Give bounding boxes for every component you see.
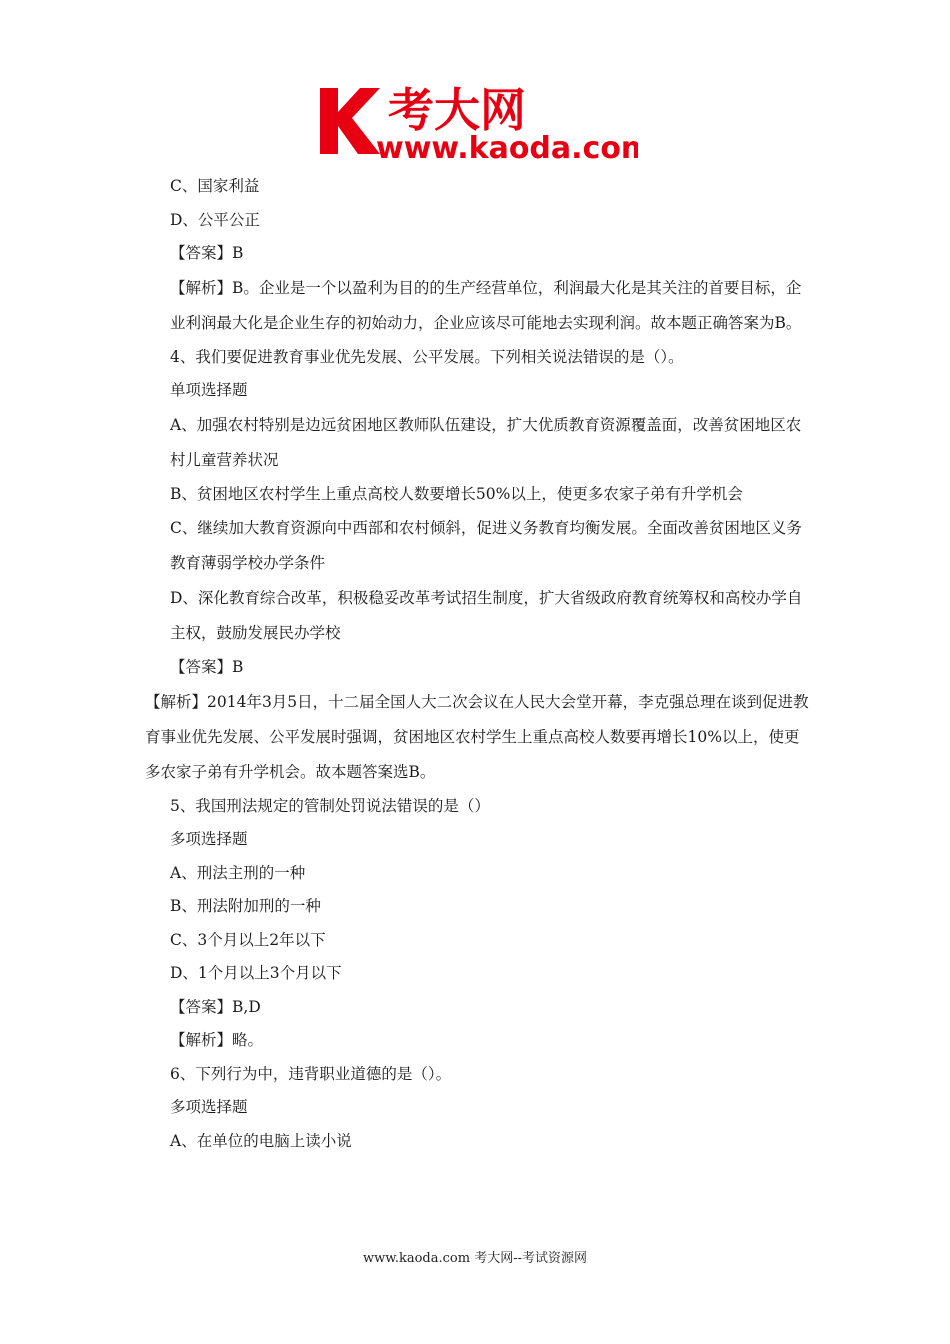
text-line: A、在单位的电脑上读小说 bbox=[170, 1131, 352, 1150]
text-line: 【解析】2014年3月5日，十二届全国人大二次会议在人民大会堂开幕，李克强总理在谈到促进教育事业优先发展、公平发展时强调，贫困地区农村学生上重点高校人数要再增长10%以上，使更多农家子弟有升学机会。故本题答案选B。 bbox=[145, 692, 809, 781]
kaoda-logo bbox=[318, 82, 638, 162]
text-line: 【解析】B。企业是一个以盈利为目的的生产经营单位，利润最大化是其关注的首要目标，企业利润最大化是企业生存的初始动力，企业应该尽可能地去实现利润。故本题正确答案为B。 bbox=[170, 278, 802, 332]
text-line: D、1个月以上3个月以下 bbox=[170, 964, 342, 982]
text-line: D、公平公正 bbox=[170, 210, 260, 229]
text-line: C、继续加大教育资源向中西部和农村倾斜，促进义务教育均衡发展。全面改善贫困地区义务教育薄弱学校办学条件 bbox=[170, 519, 802, 572]
text-line: B、刑法附加刑的一种 bbox=[170, 897, 321, 915]
text-line: C、国家利益 bbox=[170, 177, 260, 195]
text-line: A、加强农村特别是边远贫困地区教师队伍建设，扩大优质教育资源覆盖面，改善贫困地区农村儿童营养状况 bbox=[170, 415, 802, 469]
logo-brand-text: 考大网 bbox=[388, 83, 526, 137]
text-line: 5、我国刑法规定的管制处罚说法错误的是（） bbox=[170, 796, 490, 815]
page-footer: www.kaoda.com 考大网--考试资源网 bbox=[363, 1251, 587, 1266]
text-line: 【答案】B bbox=[170, 244, 244, 262]
text-line: 【答案】B,D bbox=[170, 997, 261, 1016]
text-line: 单项选择题 bbox=[170, 381, 248, 399]
k-letter-shape bbox=[320, 88, 380, 154]
text-line: 【答案】B bbox=[170, 658, 244, 676]
text-line: 多项选择题 bbox=[170, 1098, 248, 1116]
kaoda-logo-mark bbox=[318, 82, 638, 162]
text-line: 多项选择题 bbox=[170, 830, 248, 848]
text-line: D、深化教育综合改革，积极稳妥改革考试招生制度，扩大省级政府教育统筹权和高校办学自主权，鼓励发展民办学校 bbox=[170, 589, 803, 642]
text-line: 6、下列行为中，违背职业道德的是（）。 bbox=[170, 1064, 452, 1083]
text-line: 【解析】略。 bbox=[170, 1031, 264, 1049]
logo-url-text: www.kaoda.com bbox=[376, 131, 638, 162]
text-line: B、贫困地区农村学生上重点高校人数要增长50%以上，使更多农家子弟有升学机会 bbox=[170, 484, 743, 503]
text-line: A、刑法主刑的一种 bbox=[170, 863, 306, 882]
document-body bbox=[145, 170, 810, 1158]
text-line: C、3个月以上2年以下 bbox=[170, 930, 326, 949]
text-line: 4、我们要促进教育事业优先发展、公平发展。下列相关说法错误的是（）。 bbox=[170, 347, 684, 366]
